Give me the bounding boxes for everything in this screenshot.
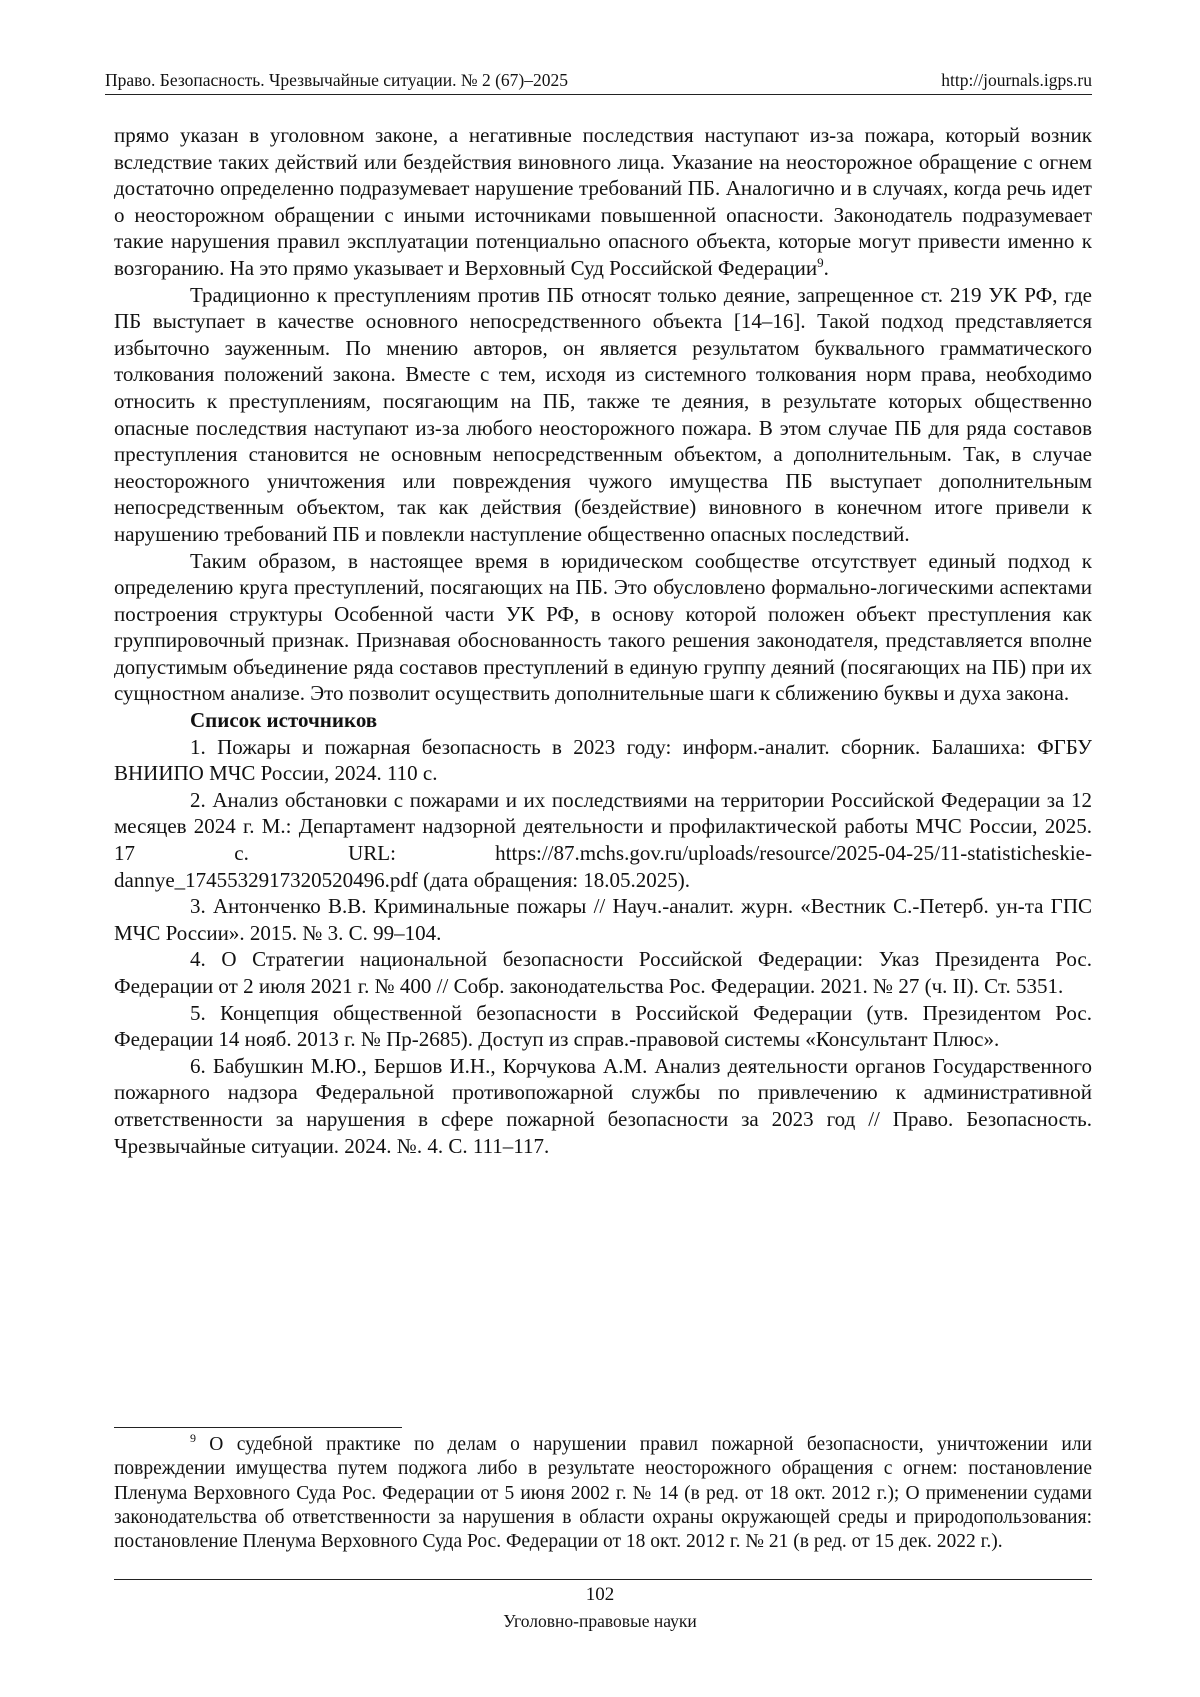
footnote-reference[interactable]: 9 bbox=[817, 254, 824, 270]
footer-divider bbox=[114, 1579, 1092, 1580]
footnote bbox=[114, 1433, 1092, 1554]
footnote-mark: 9 bbox=[190, 1431, 196, 1445]
reference-item: 1. Пожары и пожарная безопасность в 2023 году: информ.-аналит. сборник. Балашиха: ФГБУ ВНИИПО МЧС России, 2024. 110 с. bbox=[114, 734, 1092, 786]
running-header bbox=[105, 69, 1092, 91]
paragraph-2: Традиционно к преступлениям против ПБ относят только деяние, запрещенное ст. 219 УК РФ, где ПБ выступает в качестве основного непосредственного объекта [14–16]. Такой подход представляется избыточно зауженным. По мнению авторов, он является результатом буквального грамматического толкования положений закона. Вместе с тем, исходя из системного толкования норм права, необходимо относить к преступлениям, посягающим на ПБ, также те деяния, в результате которых общественно опасные последствия наступают из-за любого неосторожного пожара. В этом случае ПБ для ряда составов преступления становится не основным непосредственным объектом, а дополнительным. Так, в случае неосторожного уничтожения или повреждения чужого имущества ПБ выступает дополнительным непосредственным объектом, так как действия (бездействие) виновного в конечном итоге привели к нарушению требований ПБ и повлекли наступление общественно опасных последствий. bbox=[114, 282, 1092, 546]
section-name: Уголовно-правовые науки bbox=[503, 1611, 697, 1631]
journal-url[interactable]: http://journals.igps.ru bbox=[941, 70, 1092, 90]
page-number: 102 bbox=[585, 1584, 615, 1605]
references-heading: Список источников bbox=[190, 708, 378, 733]
footnote-text: О судебной практике по делам о нарушении правил пожарной безопасности, уничтожении или повреждении имущества путем поджога либо в результате неосторожного обращения с огнем: постановление Пленума Верховного Суда Рос. Федерации от 5 июня 2002 г. № 14 (в ред. от 18 окт. 2012 г.); О применении судами законодательства об ответственности за нарушения в области охраны окружающей среды и природопользования: постановление Пленума Верховного Суда Рос. Федерации от 18 окт. 2012 г. № 21 (в ред. от 15 дек. 2022 г.). bbox=[114, 1434, 1092, 1553]
reference-item: 3. Антонченко В.В. Криминальные пожары // Науч.-аналит. журн. «Вестник С.-Петерб. ун-та ГПС МЧС России». 2015. № 3. С. 99–104. bbox=[114, 894, 1092, 945]
paragraph-1 bbox=[114, 122, 1092, 282]
footnote-separator bbox=[114, 1427, 402, 1428]
paragraph-1-text: прямо указан в уголовном законе, а негативные последствия наступают из-за пожара, который возник вследствие таких действий или бездействия виновного лица. Указание на неосторожное обращение с огнем достаточно определенно подразумевает нарушение требований ПБ. Аналогично и в случаях, когда речь идет о неосторожном обращении с иными источниками повышенной опасности. Законодатель подразумевает такие нарушения правил эксплуатации потенциально опасного объекта, которые могут привести именно к возгоранию. На это прямо указывает и Верховный Суд Российской Федерации bbox=[114, 123, 1092, 280]
reference-item: 4. О Стратегии национальной безопасности Российской Федерации: Указ Президента Рос. Федерации от 2 июля 2021 г. № 400 // Собр. законодательства Рос. Федерации. 2021. № 27 (ч. II). Ст. 5351. bbox=[114, 947, 1092, 998]
article-body bbox=[114, 122, 1092, 1159]
reference-item: 2. Анализ обстановки с пожарами и их последствиями на территории Российской Федерации за 12 месяцев 2024 г. М.: Департамент надзорной деятельности и профилактической работы МЧС России, 2025. 17 с. URL: https://87.mchs.gov.ru/uploads/resource/2025-04-25/11-statisticheskie-dannye_1745532917320520496.pdf (дата обращения: 18.05.2025). bbox=[114, 787, 1092, 892]
reference-item: 6. Бабушкин М.Ю., Бершов И.Н., Корчукова А.М. Анализ деятельности органов Государственного пожарного надзора Федеральной противопожарной службы по привлечению к административной ответственности за нарушения в сфере пожарной безопасности за 2023 год // Право. Безопасность. Чрезвычайные ситуации. 2024. №. 4. С. 111–117. bbox=[114, 1053, 1092, 1158]
journal-title: Право. Безопасность. Чрезвычайные ситуации. № 2 (67)–2025 bbox=[105, 70, 569, 90]
reference-item: 5. Концепция общественной безопасности в Российской Федерации (утв. Президентом Рос. Федерации 14 нояб. 2013 г. № Пр-2685). Доступ из справ.-правовой системы «Консультант Плюс». bbox=[114, 1000, 1092, 1052]
header-divider bbox=[105, 94, 1092, 95]
paragraph-3: Таким образом, в настоящее время в юридическом сообществе отсутствует единый подход к определению круга преступлений, посягающих на ПБ. Это обусловлено формально-логическими аспектами построения структуры Особенной части УК РФ, в основу которой положен объект преступления как группировочный признак. Признавая обоснованность такого решения законодателя, представляется вполне допустимым объединение ряда составов преступлений в единую группу деяний (посягающих на ПБ) при их сущностном анализе. Это позволит осуществить дополнительные шаги к сближению буквы и духа закона. bbox=[114, 548, 1092, 706]
paragraph-1-end: . bbox=[823, 255, 829, 280]
